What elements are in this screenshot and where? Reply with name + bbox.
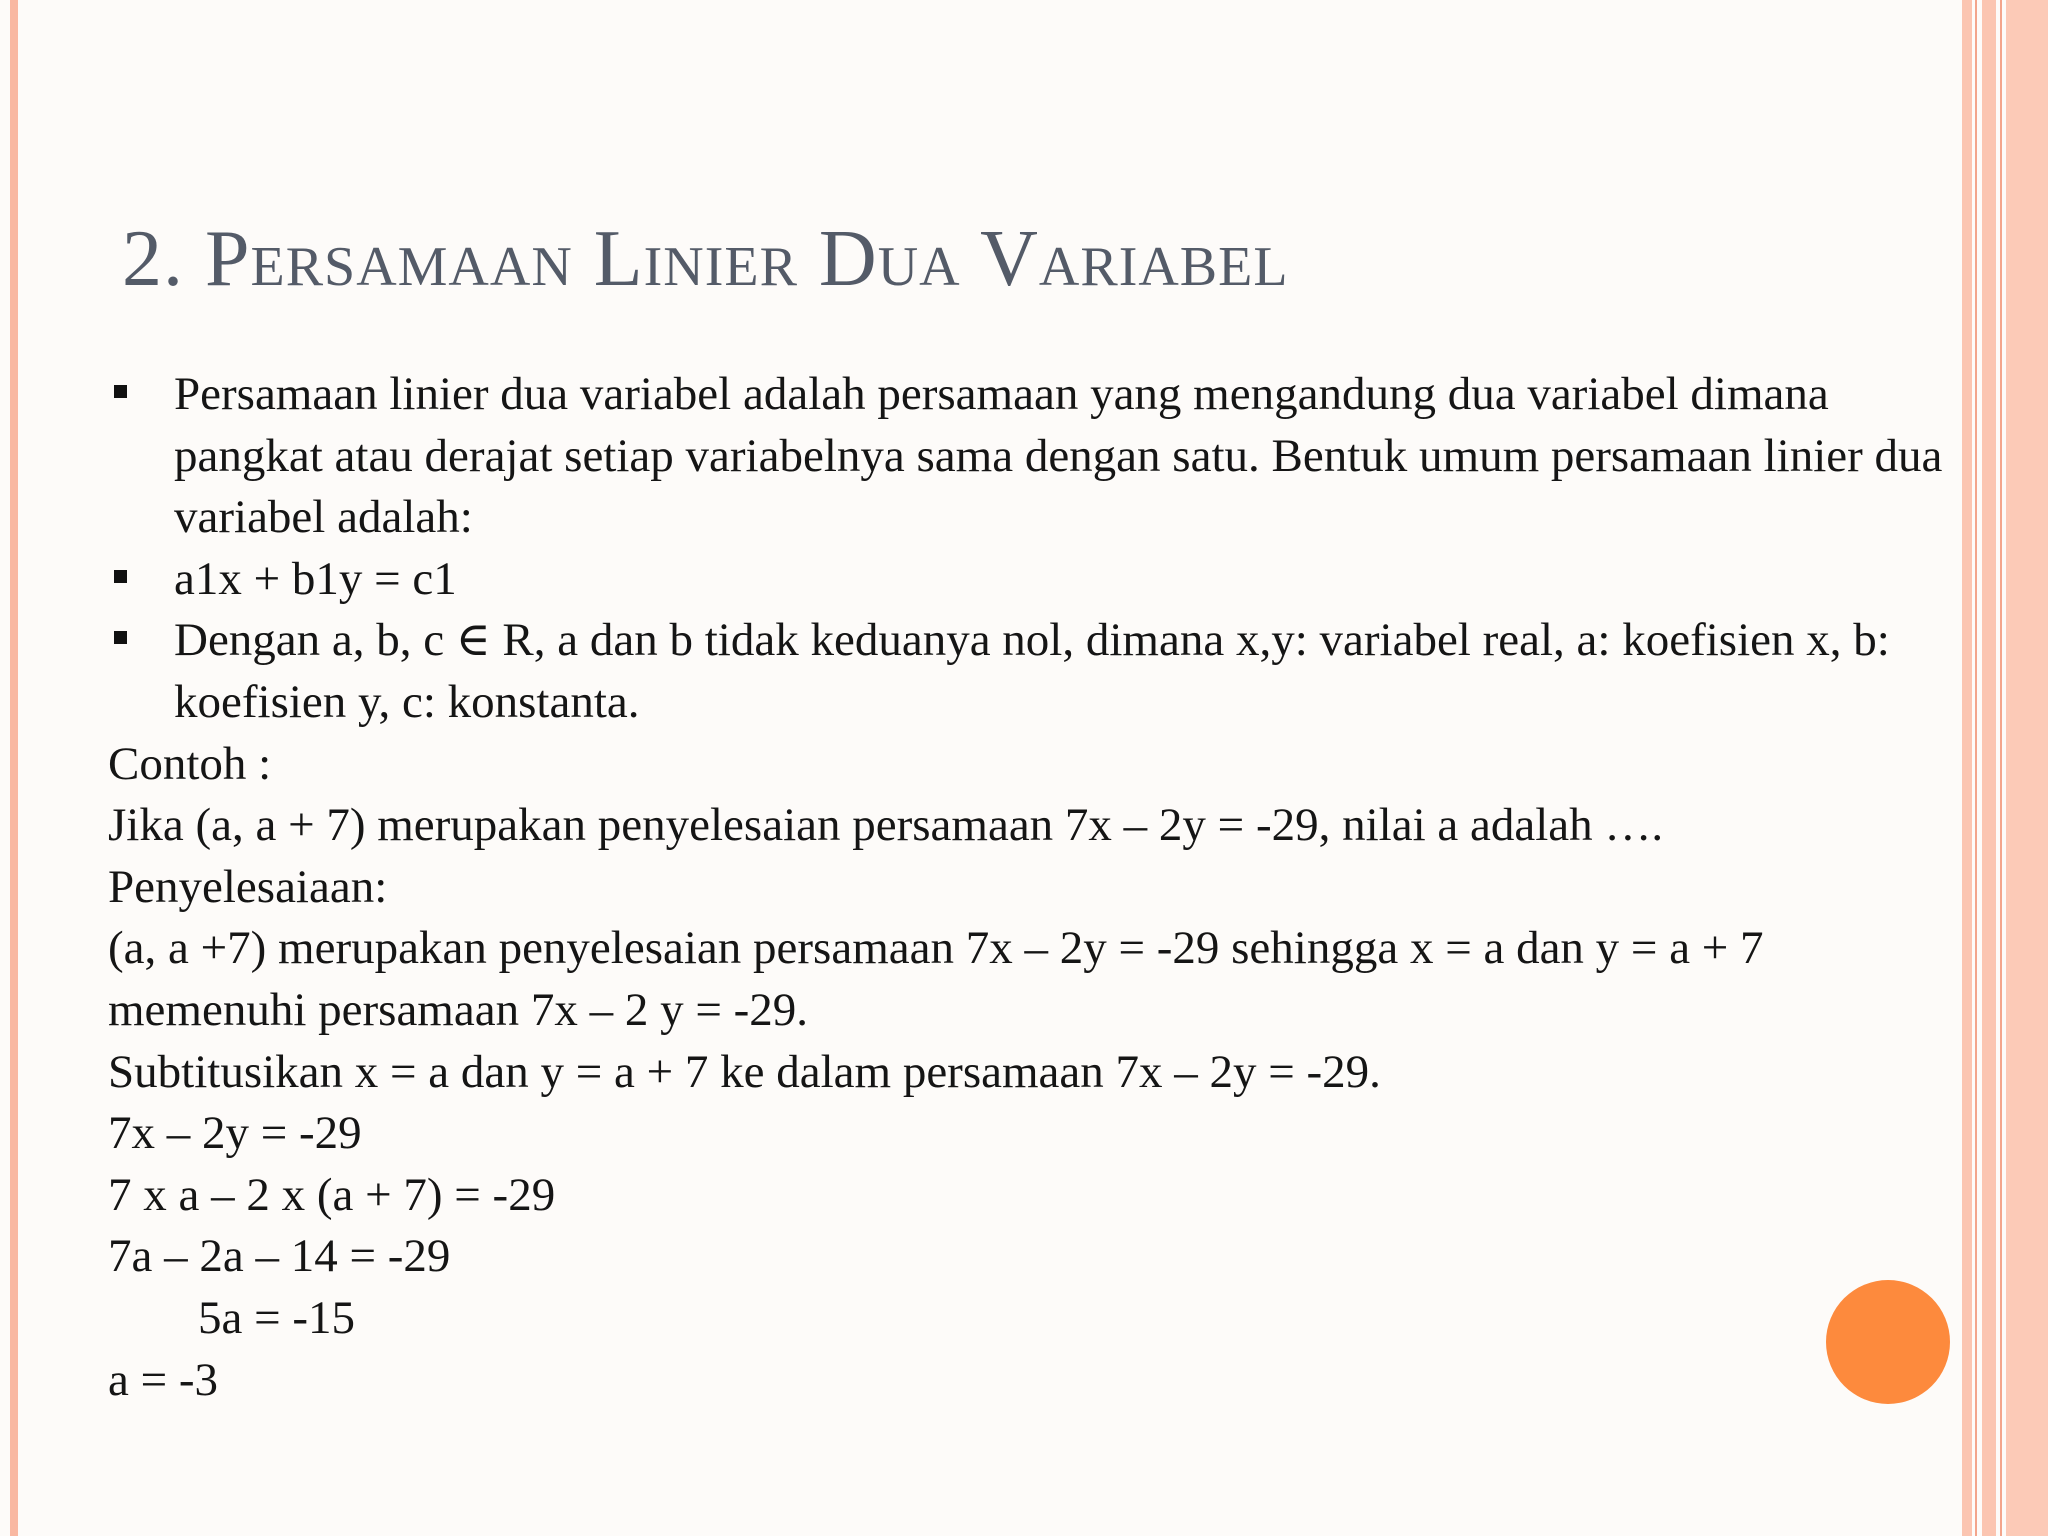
square-bullet-icon — [114, 385, 127, 398]
right-decorative-line — [1975, 0, 1977, 1536]
bullet-text: a1x + b1y = c1 — [174, 552, 457, 605]
equation-result: a = -3 — [108, 1353, 219, 1406]
right-decorative-line — [2000, 0, 2002, 1536]
right-decorative-bar — [1982, 0, 1996, 1536]
bullet-text: Persamaan linier dua variabel adalah persamaan yang mengandung dua variabel dimana pangkat atau derajat setiap variabelnya sama dengan satu. Bentuk umum persamaan linier dua variabel adalah: — [174, 368, 1943, 544]
equation-line: 7a – 2a – 14 = -29 — [108, 1230, 451, 1283]
slide-body — [108, 364, 1958, 1411]
bullet-text: Dengan a, b, c ∈ R, a dan b tidak keduanya nol, dimana x,y: variabel real, a: koefisien x, b: koefisien y, c: konstanta. — [174, 614, 1890, 728]
equation-line: 7 x a – 2 x (a + 7) = -29 — [108, 1168, 556, 1221]
solution-text: Subtitusikan x = a dan y = a + 7 ke dalam persamaan 7x – 2y = -29. — [108, 1045, 1381, 1098]
bullet-item — [108, 364, 1958, 549]
equation-line: 7x – 2y = -29 — [108, 1107, 362, 1160]
bullet-item — [108, 549, 1958, 611]
slide-title: 2. Persamaan Linier Dua Variabel — [122, 215, 1289, 303]
example-heading: Contoh : — [108, 737, 272, 790]
equation-line: 5a = -15 — [198, 1291, 356, 1344]
example-question: Jika (a, a + 7) merupakan penyelesaian persamaan 7x – 2y = -29, nilai a adalah …. — [108, 799, 1664, 852]
left-decorative-stripe — [10, 0, 18, 1536]
solution-heading: Penyelesaiaan: — [108, 860, 388, 913]
square-bullet-icon — [114, 570, 127, 583]
solution-text: (a, a +7) merupakan penyelesaian persamaan 7x – 2y = -29 sehingga x = a dan y = a + 7 memenuhi persamaan 7x – 2 y = -29. — [108, 922, 1764, 1036]
orange-circle-decoration — [1826, 1280, 1950, 1404]
right-decorative-bar — [1962, 0, 1972, 1536]
bullet-item — [108, 610, 1958, 733]
right-decorative-bar — [2006, 0, 2048, 1536]
square-bullet-icon — [114, 631, 127, 644]
